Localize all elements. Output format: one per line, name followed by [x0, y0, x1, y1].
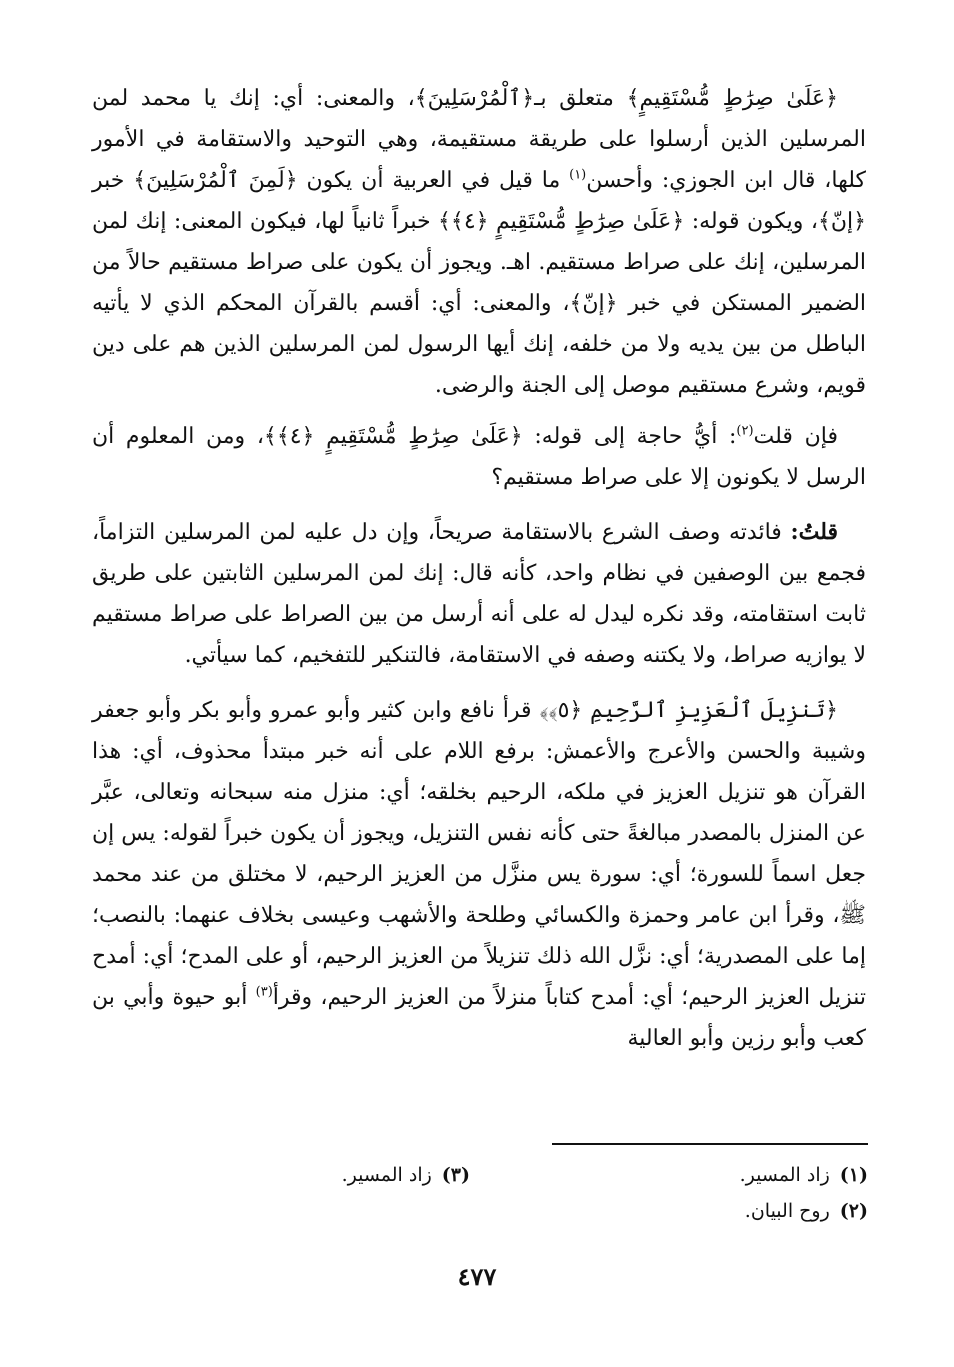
text-line: وشيبة والحسن والأعرج والأعمش: برفع اللام على أنه خبر مبتدأ محذوف، أي: [132, 739, 866, 764]
text-line: ﴿تَنزِيلَ ٱلْعَزِيزِ ٱلرَّحِيمِ ﴿٥﴾﴾ قرأ نافع وابن كثير وأبو عمرو وأبو بكر وأبو جعفر [92, 698, 839, 723]
footnote-number: (١) [839, 1164, 868, 1186]
text-line: ﴿عَلَىٰ صِرَٰطٍ مُّسْتَقِيمٍ﴾ متعلق بـ﴿ٱلْمُرْسَلِينَ﴾، والمعنى: أي: إنك يا محمد لمن [92, 86, 838, 111]
text-line: لمن المرسلين، إنك على صراط مستقيم. اهـ. ويجوز أن يكون على صراط مستقيم [92, 209, 867, 275]
text-line: وعيسى بخلاف عنهما: بالنصب؛ إما على المصدرية؛ أي: نزَّل الله ذلك تنزيلاً من [92, 903, 867, 969]
text-line: صراط مستقيم لا يوازيه صراط، ولا يكتنه وصفه في الاستقامة، فالتنكير للتفخيم، [92, 602, 866, 668]
text-line: منزلاً من العزيز الرحيم، وقرأ [272, 985, 538, 1010]
paragraph-2 [92, 416, 866, 498]
paragraph-3 [92, 512, 866, 676]
text-line: ﴿إنّ﴾، ويكون قوله: ﴿عَلَىٰ صِرَٰطٍ مُّسْتَقِيمٍ ﴿٤﴾﴾ خبراً ثانياً لها، فيكون المعنى: إنك [135, 209, 866, 234]
text-line: العزيز الرحيم، أو على المدح؛ أي: أمدح تنزيل العزيز الرحيم؛ أي: أمدح كتاباً [92, 944, 867, 1010]
text-line: كما سيأتي. [184, 643, 285, 668]
footnote-2 [745, 1193, 868, 1229]
footnote-1 [740, 1157, 868, 1193]
text-line: خبراً لقوله: يس إن جعل اسماً للسورة؛ أي: سورة يس منزَّل من العزيز الرحيم، [92, 821, 867, 887]
footnote-ref-2: (٢) [736, 423, 754, 439]
paragraph-4 [92, 690, 866, 1059]
page-number: ٤٧٧ [457, 1262, 497, 1291]
text-line: ما قيل في العربية أن يكون ﴿لَمِنَ ٱلْمُرْسَلِينَ﴾ خبر [92, 168, 570, 193]
main-text-body [92, 78, 866, 1071]
text-line: الذين هم على دين قويم، وشرع مستقيم موصل إلى الجنة والرضى. [92, 332, 866, 398]
text-line: حالاً من الضمير المستكن في خبر ﴿إنّ﴾، والمعنى: أي: أقسم بالقرآن المحكم [92, 250, 867, 316]
footnote-text: زاد المسير. [739, 1164, 830, 1186]
text-line: الذي لا يأتيه الباطل من بين يديه ولا من خلفه، إنك أيها الرسول لمن المرسلين [92, 291, 867, 357]
text-line: كلها، قال ابن الجوزي: وأحسن [586, 168, 866, 193]
text-line: أبو حيوة وأبي بن كعب وأبو رزين وأبو العالية [92, 985, 866, 1051]
footnote-number: (٣) [441, 1164, 470, 1186]
text-line: لا مختلق من عند محمد ﷺ، وقرأ ابن عامر وحمزة والكسائي وطلحة والأشهب [92, 862, 867, 928]
text-line: المرسلين الذين أرسلوا على طريقة مستقيمة، وهي التوحيد والاستقامة في الأمور [92, 127, 866, 152]
paragraph-1 [92, 78, 866, 406]
text-line: فائدته وصف الشرع بالاستقامة صريحاً، وإن دل عليه لمن المرسلين [163, 520, 791, 545]
text-line: الرسل لا يكونون إلا على صراط مستقيم؟ [491, 465, 866, 490]
footnote-text: زاد المسير. [341, 1164, 432, 1186]
footnote-ref-3: (٣) [255, 984, 273, 1000]
text-line: على طريق ثابت استقامته، وقد نكره ليدل له على أنه أرسل من بين الصراط على [92, 561, 866, 627]
footnote-3 [342, 1157, 470, 1193]
answer-lead: قلتُ: [790, 519, 838, 545]
footnote-text: روح البيان. [744, 1200, 830, 1222]
text-line: التزاماً، فجمع بين الوصفين في نظام واحد، كأنه قال: إنك لمن المرسلين الثابتين [92, 520, 866, 586]
text-line: وتعالى، عبَّر عن المنزل بالمصدر مبالغةً حتى كأنه نفس التنزيل، ويجوز أن يكون [92, 780, 866, 846]
text-line: هذا القرآن هو تنزيل العزيز في ملكه، الرحيم بخلقه؛ أي: منزل منه سبحانه [92, 739, 866, 805]
footnote-number: (٢) [839, 1200, 868, 1222]
text-line: فإن قلت [753, 424, 838, 449]
footnote-ref-1: (١) [569, 167, 587, 183]
footnote-divider [552, 1143, 868, 1145]
footnotes [92, 1157, 868, 1237]
text-line: : أيُّ حاجة إلى قوله: ﴿عَلَىٰ صِرَٰطٍ مُّسْتَقِيمٍ ﴿٤﴾﴾، ومن المعلوم أن [92, 424, 737, 449]
